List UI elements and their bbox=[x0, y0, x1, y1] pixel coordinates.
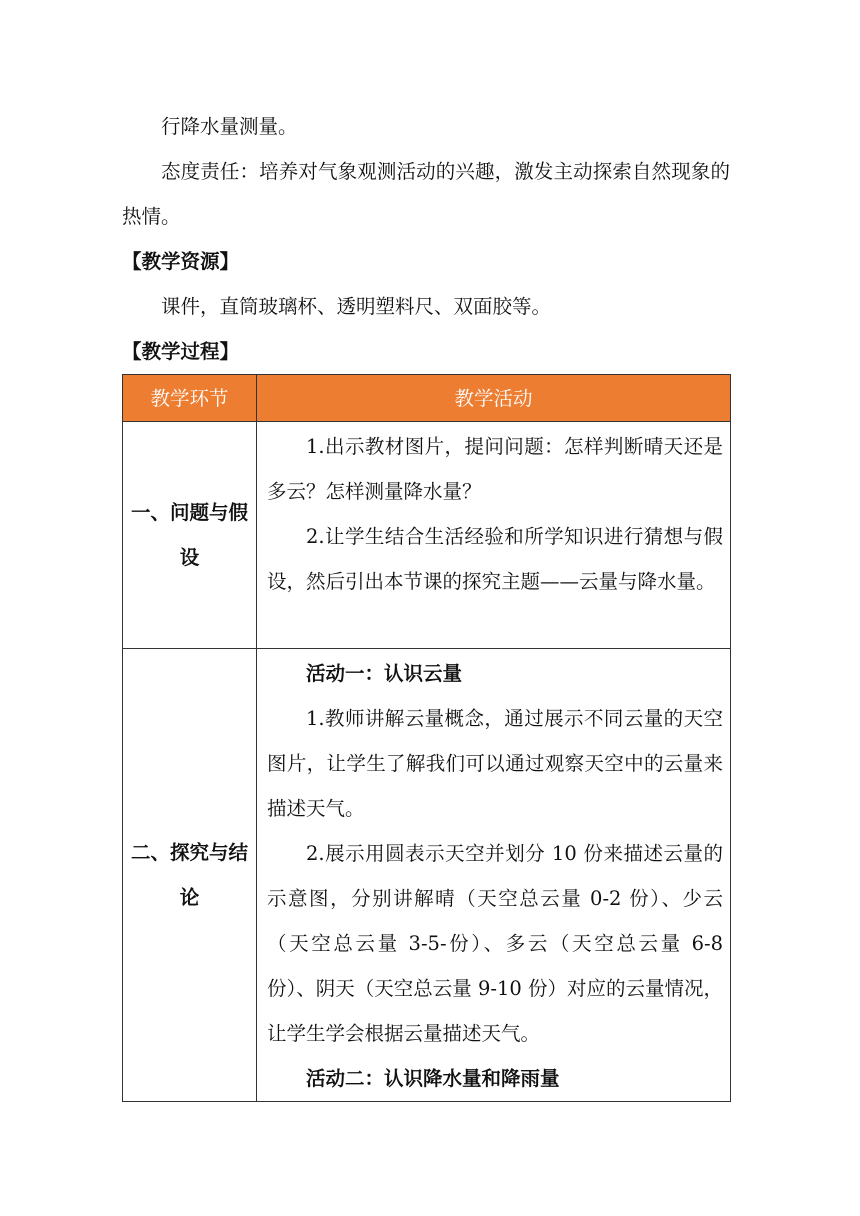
header-stage: 教学环节 bbox=[123, 375, 257, 422]
header-activity: 教学活动 bbox=[257, 375, 731, 422]
activity-title: 活动二：认识降水量和降雨量 bbox=[306, 1067, 560, 1090]
resources-heading: 【教学资源】 bbox=[122, 250, 240, 273]
activity-item: 1.教师讲解云量概念，通过展示不同云量的天空图片，让学生了解我们可以通过观察天空中的云量来描述天气。 bbox=[267, 707, 723, 820]
table-header-row bbox=[123, 375, 731, 422]
activity-title: 活动一：认识云量 bbox=[306, 662, 463, 685]
process-heading: 【教学过程】 bbox=[122, 340, 240, 363]
table-row bbox=[123, 649, 731, 1102]
activity-cell bbox=[257, 422, 731, 649]
table-row bbox=[123, 422, 731, 649]
attitude-responsibility-paragraph: 态度责任：培养对气象观测活动的兴趣，激发主动探索自然现象的热情。 bbox=[122, 160, 730, 228]
activity-cell bbox=[257, 649, 731, 1102]
stage-cell: 二、探究与结论 bbox=[123, 649, 257, 1102]
activity-item: 2.让学生结合生活经验和所学知识进行猜想与假设，然后引出本节课的探究主题——云量与降水量。 bbox=[267, 525, 723, 593]
stage-cell: 一、问题与假设 bbox=[123, 422, 257, 649]
activity-item: 2.展示用圆表示天空并划分 10 份来描述云量的示意图，分别讲解晴（天空总云量 0-2 份）、少云（天空总云量 3-5-份）、多云（天空总云量 6-8 份）、阴天（天空总云量 9-10 份）对应的云量情况，让学生学会根据云量描述天气。 bbox=[267, 842, 723, 1045]
teaching-process-table bbox=[122, 374, 731, 1102]
activity-item: 1.出示教材图片，提问问题：怎样判断晴天还是多云？怎样测量降水量？ bbox=[267, 435, 723, 503]
objective-paragraph-continuation: 行降水量测量。 bbox=[161, 115, 298, 138]
resources-paragraph: 课件，直筒玻璃杯、透明塑料尺、双面胶等。 bbox=[161, 295, 552, 318]
